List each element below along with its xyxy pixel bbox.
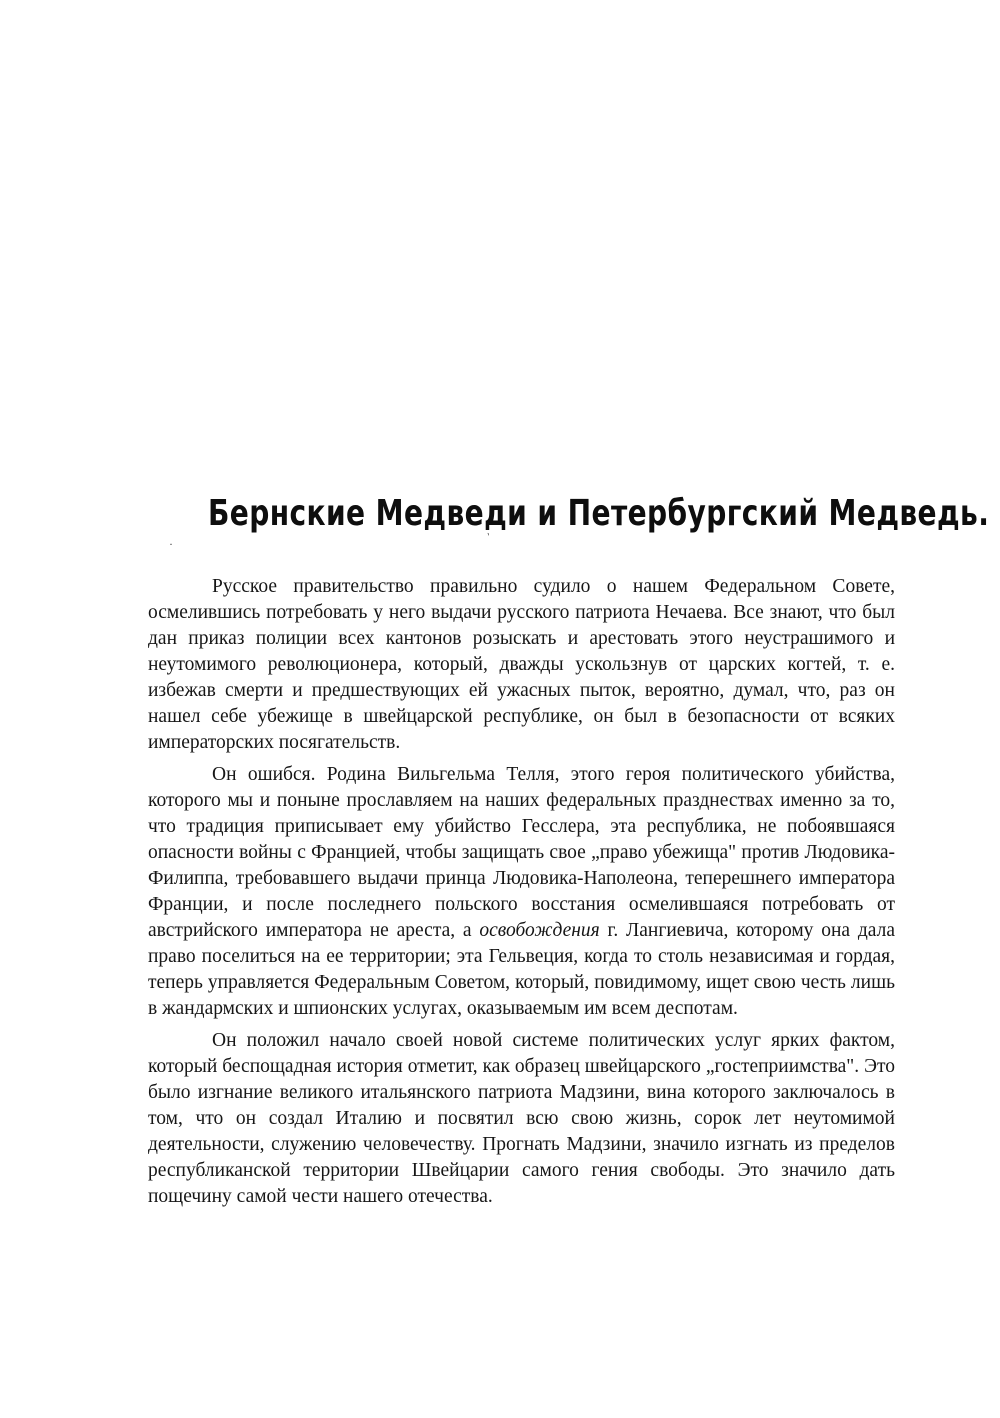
paragraph-1-text: Русское правительство правильно судило о нашем Федеральном Совете, осмелившись потребовать у него выдачи русского патриота Нечаева. Все знают, что был дан приказ полиции всех кантонов розыскать и арестовать этого неустрашимого и неутомимого революционера, который, дважды ускользнув от царских когтей, т. е. избежав смерти и предшествующих ей ужасных пыток, вероятно, думал, что, раз он нашел себе убежище в швейцарской республике, он был в безопасности от всяких императорских посягательств. xyxy=(148,576,895,753)
paragraph-2-text-start: Он ошибся. Родина Вильгельма Телля, этого героя политического убийства, которого мы и поныне прославляем на наших федеральных празднествах именно за то, что традиция приписывает ему убийство Гесслера, эта республика, не побоявшаяся опасности войны с Францией, чтобы защищать свое „право убежища" против Людовика-Филиппа, требовавшего выдачи принца Людовика-Наполеона, теперешнего императора Франции, и после последнего польского восстания осмелившаяся потребовать от австрийского императора не ареста, а xyxy=(148,764,895,941)
paragraph-1 xyxy=(148,574,895,756)
print-speck: ` xyxy=(480,530,492,544)
article-body xyxy=(148,574,895,1216)
paragraph-2 xyxy=(148,762,895,1022)
paragraph-2-emphasis: освобождения xyxy=(479,920,600,941)
paragraph-3-text: Он положил начало своей новой системе политических услуг ярких фактом, который беспощадная история отметит, как образец швейцарского „гостеприимства". Это было изгнание великого итальянского патриота Мадзини, вина которого заключалось в том, что он создал Италию и посвятил всю свою жизнь, сорок лет неутомимой деятельности, служению человечеству. Прогнать Мадзини, значило изгнать из пределов республиканской территории Швейцарии самого гения свободы. Это значило дать пощечину самой чести нашего отечества. xyxy=(148,1030,895,1207)
print-speck: · xyxy=(169,537,173,551)
page-title: Бернские Медведи и Петербургский Медведь. xyxy=(208,493,990,534)
paragraph-2-text-end: г. Лангиевича, которому она дала право поселиться на ее территории; эта Гельвеция, когда то столь независимая и гордая, теперь управляется Федеральным Советом, который, повидимому, ищет свою честь лишь в жандармских и шпионских услугах, оказываемым им всем деспотам. xyxy=(148,920,896,1019)
paragraph-3 xyxy=(148,1028,895,1210)
